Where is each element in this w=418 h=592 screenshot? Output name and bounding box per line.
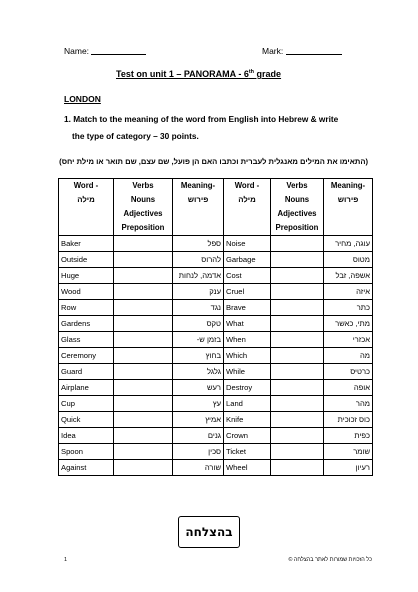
page-title [116,69,281,79]
word-cell: What [224,316,271,332]
word-cell: Garbage [224,252,271,268]
meaning-cell: בחוץ [173,348,224,364]
table-row [59,268,373,284]
word-cell: While [224,364,271,380]
vocabulary-table [58,178,373,476]
meaning-cell: אופה [324,380,373,396]
category-answer-cell[interactable] [114,428,173,444]
table-row [59,412,373,428]
header-verbs: Verbs [286,181,308,190]
category-answer-cell[interactable] [271,284,324,300]
word-cell: When [224,332,271,348]
meaning-cell: טקס [173,316,224,332]
title-superscript: th [248,69,255,75]
meaning-cell: אדמה, לנחות [173,268,224,284]
category-answer-cell[interactable] [271,396,324,412]
meaning-cell: רעש [173,380,224,396]
word-cell: Wood [59,284,114,300]
meaning-cell: ענק [173,284,224,300]
header-adjectives: Adjectives [277,209,317,218]
table-row [59,252,373,268]
word-cell: Noise [224,236,271,252]
category-answer-cell[interactable] [114,300,173,316]
word-cell: Ceremony [59,348,114,364]
table-row [59,396,373,412]
meaning-cell: מתי, כאשר [324,316,373,332]
instruction-hebrew: (התאימו את המילים מאנגלית לעברית וכתבו האם הן פועל, שם עצם, שם תואר או מילת יחס) [59,157,368,166]
category-answer-cell[interactable] [271,300,324,316]
category-answer-cell[interactable] [114,444,173,460]
table-row [59,284,373,300]
category-answer-cell[interactable] [114,396,173,412]
meaning-cell: נגד [173,300,224,316]
meaning-cell: עץ [173,396,224,412]
table-row [59,348,373,364]
table-row [59,460,373,476]
meaning-cell: איזה [324,284,373,300]
table-row [59,364,373,380]
header-category-2 [271,179,324,236]
category-answer-cell[interactable] [271,444,324,460]
header-word-he: מילה [77,195,95,204]
category-answer-cell[interactable] [271,252,324,268]
header-adjectives: Adjectives [123,209,163,218]
category-answer-cell[interactable] [114,348,173,364]
meaning-cell: כוס זכוכית [324,412,373,428]
header-nouns: Nouns [284,195,310,204]
header-meaning-he: פירוש [187,195,209,204]
word-cell: Guard [59,364,114,380]
word-cell: Which [224,348,271,364]
word-cell: Land [224,396,271,412]
header-word-en: Word - [234,181,260,190]
category-answer-cell[interactable] [114,412,173,428]
meaning-cell: רעיון [324,460,373,476]
name-label: Name: [64,46,90,56]
category-answer-cell[interactable] [271,316,324,332]
meaning-cell: גנים [173,428,224,444]
meaning-cell: גלגל [173,364,224,380]
header-meaning-1 [173,179,224,236]
word-cell: Spoon [59,444,114,460]
meaning-cell: כפית [324,428,373,444]
word-cell: Ticket [224,444,271,460]
table-row [59,428,373,444]
header-meaning-he: פירוש [337,195,359,204]
name-field [64,46,146,56]
meaning-cell: שומר [324,444,373,460]
title-main: Test on unit 1 – PANORAMA - 6 [116,69,249,79]
meaning-cell: סכין [173,444,224,460]
meaning-cell: כתר [324,300,373,316]
instruction-line-1: 1. Match to the meaning of the word from English into Hebrew & write [64,114,339,124]
word-cell: Cup [59,396,114,412]
word-cell: Cruel [224,284,271,300]
header-verbs: Verbs [132,181,154,190]
header-meaning-en: Meaning- [180,181,216,190]
name-blank-line[interactable] [91,54,146,55]
table-row [59,380,373,396]
category-answer-cell[interactable] [271,332,324,348]
category-answer-cell[interactable] [114,268,173,284]
word-cell: Glass [59,332,114,348]
word-cell: Destroy [224,380,271,396]
word-cell: Row [59,300,114,316]
word-cell: Gardens [59,316,114,332]
mark-label: Mark: [262,46,284,56]
header-word-en: Word - [73,181,99,190]
table-row [59,236,373,252]
word-cell: Wheel [224,460,271,476]
category-answer-cell[interactable] [114,316,173,332]
table-row [59,332,373,348]
header-word-1 [59,179,114,236]
category-answer-cell[interactable] [114,332,173,348]
category-answer-cell[interactable] [271,428,324,444]
table-header-row [59,179,373,236]
header-word-2 [224,179,271,236]
header-word-he: מילה [238,195,256,204]
category-answer-cell[interactable] [271,364,324,380]
category-answer-cell[interactable] [271,412,324,428]
copyright-text: כל הזכויות שמורות לאתר בהצלחה © [288,557,372,563]
meaning-cell: אשפה, זבל [324,268,373,284]
category-answer-cell[interactable] [271,380,324,396]
section-heading: LONDON [64,94,101,104]
word-cell: Cost [224,268,271,284]
meaning-cell: מטוס [324,252,373,268]
page-number: 1 [64,557,68,563]
word-cell: Against [59,460,114,476]
table-body [59,236,373,476]
meaning-cell: להרוס [173,252,224,268]
category-answer-cell[interactable] [271,348,324,364]
table-row [59,444,373,460]
word-cell: Huge [59,268,114,284]
mark-field [262,46,342,56]
table-row [59,316,373,332]
success-logo [178,516,240,548]
word-cell: Airplane [59,380,114,396]
category-answer-cell[interactable] [114,364,173,380]
header-preposition: Preposition [121,223,165,232]
category-answer-cell[interactable] [271,236,324,252]
category-answer-cell[interactable] [114,284,173,300]
word-cell: Quick [59,412,114,428]
mark-blank-line[interactable] [286,54,342,55]
word-cell: Brave [224,300,271,316]
header-meaning-en: Meaning- [330,181,366,190]
meaning-cell: כרטיס [324,364,373,380]
word-cell: Outside [59,252,114,268]
category-answer-cell[interactable] [271,460,324,476]
meaning-cell: אכזרי [324,332,373,348]
word-cell: Knife [224,412,271,428]
meaning-cell: עוגה, מחיר [324,236,373,252]
instruction-line-2: the type of category – 30 points. [72,131,199,141]
header-category-1 [114,179,173,236]
meaning-cell: שורה [173,460,224,476]
meaning-cell: אמיץ [173,412,224,428]
category-answer-cell[interactable] [114,380,173,396]
category-answer-cell[interactable] [271,268,324,284]
category-answer-cell[interactable] [114,236,173,252]
title-suffix: grade [254,69,282,79]
category-answer-cell[interactable] [114,460,173,476]
word-cell: Baker [59,236,114,252]
logo-text: בהצלחה [185,525,233,539]
category-answer-cell[interactable] [114,252,173,268]
header-nouns: Nouns [130,195,156,204]
table-row [59,300,373,316]
meaning-cell: מהר [324,396,373,412]
header-meaning-2 [324,179,373,236]
word-cell: Crown [224,428,271,444]
header-preposition: Preposition [275,223,319,232]
meaning-cell: בזמן ש- [173,332,224,348]
meaning-cell: ספל [173,236,224,252]
word-cell: Idea [59,428,114,444]
meaning-cell: מה [324,348,373,364]
